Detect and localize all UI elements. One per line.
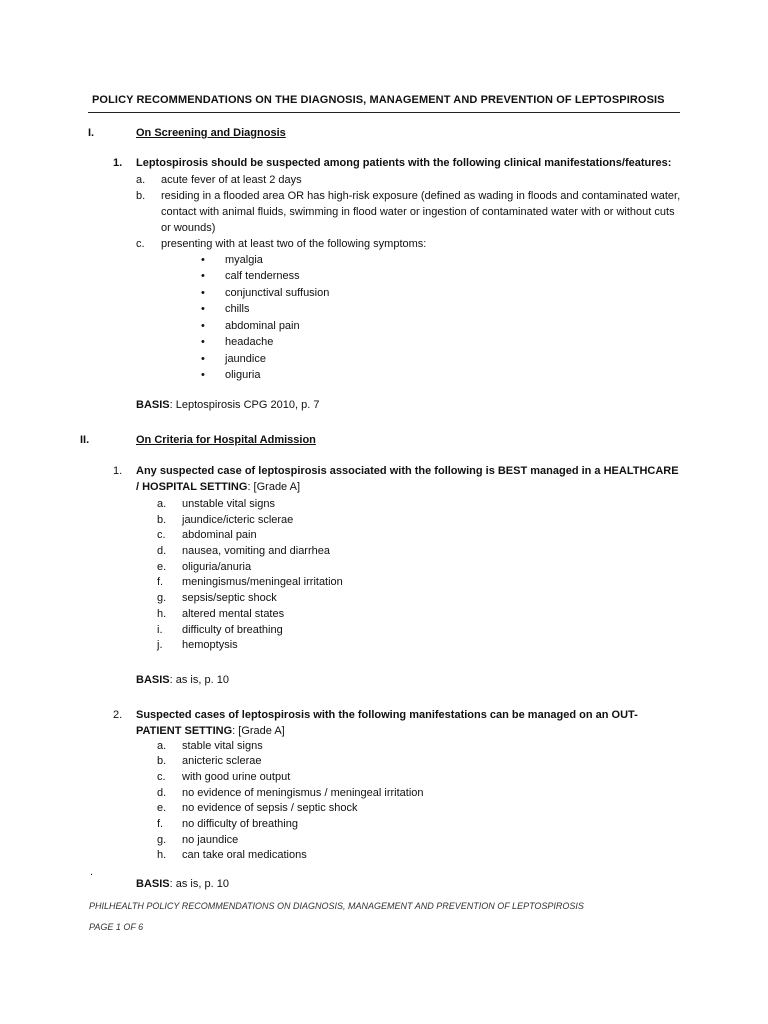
list-item-letter: a. [157,740,167,752]
list-item-text: no evidence of sepsis / septic shock [182,802,358,814]
list-item-text: no jaundice [182,834,239,846]
bullet-dot: • [201,303,205,315]
list-item-letter: e. [157,802,167,814]
basis-text: : Leptospirosis CPG 2010, p. 7 [169,399,320,411]
list-item-letter: j. [157,639,163,651]
section-2-item-1-text [136,463,681,495]
list-item-text: no difficulty of breathing [182,818,298,830]
section-1-item-1-number: 1. [113,157,123,169]
section-2-numeral: II. [80,434,90,446]
symptom-text: abdominal pain [225,320,300,332]
section-2-item-2-text [136,707,681,739]
list-item-text: abdominal pain [182,529,257,541]
bullet-dot: • [201,353,205,365]
section-2-item-1-number: 1. [113,465,123,477]
basis-text: : as is, p. 10 [169,878,229,890]
bullet-dot: • [201,287,205,299]
list-item-text: meningismus/meningeal irritation [182,576,343,588]
list-item-text: sepsis/septic shock [182,592,277,604]
list-item-letter: h. [157,849,167,861]
symptom-text: calf tenderness [225,270,300,282]
list-item-letter: b. [157,514,167,526]
list-item-letter: c. [136,238,145,250]
list-item-letter: a. [136,174,146,186]
list-item-letter: g. [157,592,167,604]
list-item-letter: g. [157,834,167,846]
list-item-text: difficulty of breathing [182,624,283,636]
list-item-letter: d. [157,787,167,799]
section-2-heading: On Criteria for Hospital Admission [136,434,316,446]
list-item-letter: a. [157,498,167,510]
title-divider [88,112,680,113]
item-grade: : [Grade A] [247,481,301,493]
list-item-text: acute fever of at least 2 days [161,174,302,186]
basis-citation [136,674,229,686]
basis-citation [136,399,319,411]
list-item-text: oliguria/anuria [182,561,252,573]
item-grade: : [Grade A] [232,725,285,737]
footer-running-title: PHILHEALTH POLICY RECOMMENDATIONS ON DIAGNOSIS, MANAGEMENT AND PREVENTION OF LEPTOSPIROSIS [89,901,584,911]
bullet-dot: • [201,270,205,282]
bullet-dot: • [201,369,205,381]
symptom-text: oliguria [225,369,261,381]
list-item-letter: c. [157,771,166,783]
list-item-text: no evidence of meningismus / meningeal irritation [182,787,424,799]
footer-page-number: PAGE 1 OF 6 [89,922,144,932]
list-item-text: anicteric sclerae [182,755,262,767]
basis-citation [136,878,229,890]
section-2-item-2-number: 2. [113,709,123,721]
list-item-letter: d. [157,545,167,557]
section-1-numeral: I. [88,127,95,139]
item-text-bold: Suspected cases of leptospirosis with the following manifestations can be managed on an OUT-PATIENT SETTING [136,709,638,737]
section-1-heading: On Screening and Diagnosis [136,127,286,139]
basis-label: BASIS [136,878,170,890]
list-item-text: altered mental states [182,608,285,620]
list-item-text: can take oral medications [182,849,307,861]
document-title: POLICY RECOMMENDATIONS ON THE DIAGNOSIS, MANAGEMENT AND PREVENTION OF LEPTOSPIROSIS [92,94,665,106]
list-item-letter: f. [157,576,164,588]
list-item-letter: c. [157,529,166,541]
basis-text: : as is, p. 10 [169,674,229,686]
list-item-text: hemoptysis [182,639,238,651]
basis-label: BASIS [136,674,170,686]
list-item-text: with good urine output [182,771,291,783]
symptom-text: jaundice [225,353,266,365]
basis-label: BASIS [136,399,170,411]
list-item-letter: e. [157,561,167,573]
bullet-dot: • [201,320,205,332]
list-item-letter: i. [157,624,163,636]
bullet-dot: • [201,254,205,266]
list-item-letter: b. [136,190,146,202]
list-item-text: residing in a flooded area OR has high-risk exposure (defined as wading in floods and contaminated water, contact with animal fluids, swimming in flood water or ingestion of contaminated water with or without cuts or wounds) [161,190,681,234]
symptom-text: chills [225,303,250,315]
list-item-letter: b. [157,755,167,767]
item-text-bold: Any suspected case of leptospirosis associated with the following is BEST managed in a HEALTHCARE / HOSPITAL SETTING [136,465,679,493]
list-item-text: stable vital signs [182,740,263,752]
list-item-letter: f. [157,818,164,830]
list-item-text: presenting with at least two of the following symptoms: [161,238,427,250]
symptom-text: conjunctival suffusion [225,287,330,299]
symptom-text: myalgia [225,254,263,266]
list-item-text: unstable vital signs [182,498,275,510]
list-item-letter: h. [157,608,167,620]
symptom-text: headache [225,336,274,348]
stray-mark: . [90,866,94,878]
list-item-text: nausea, vomiting and diarrhea [182,545,330,557]
list-item-text: jaundice/icteric sclerae [182,514,294,526]
section-1-item-1-text: Leptospirosis should be suspected among patients with the following clinical manifestations/features: [136,157,672,169]
bullet-dot: • [201,336,205,348]
